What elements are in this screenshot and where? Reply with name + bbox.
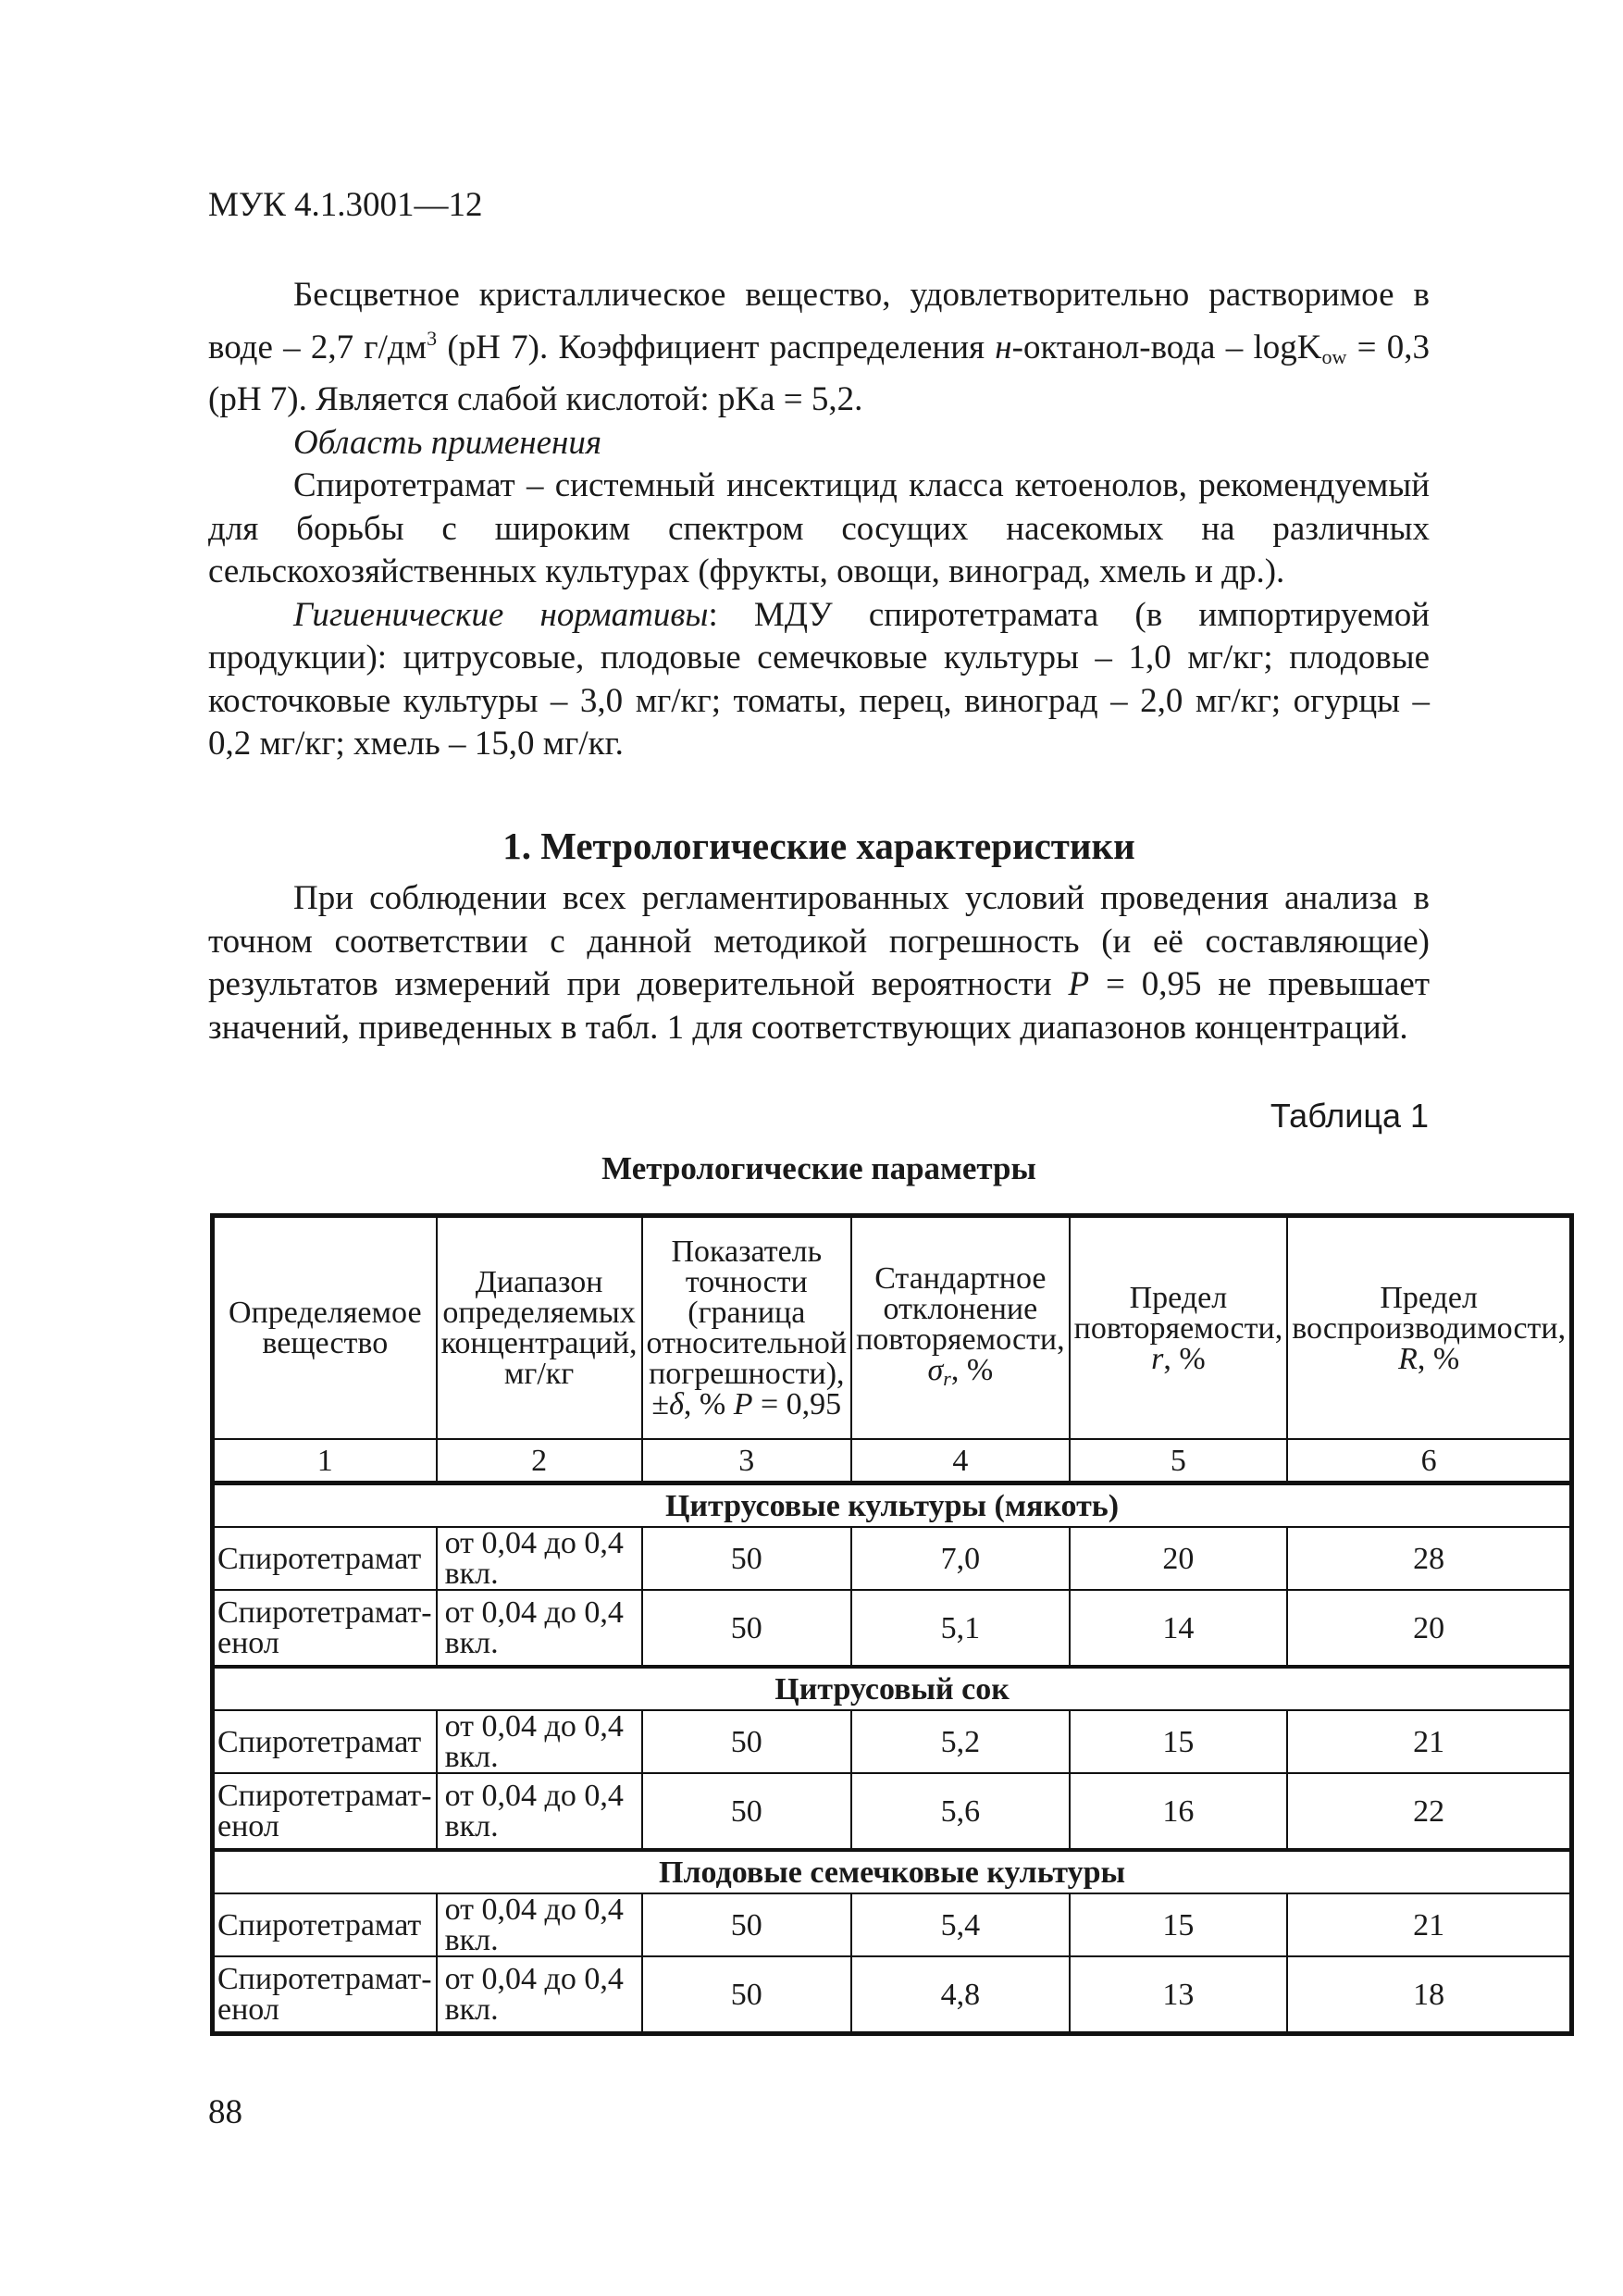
std-cell: 5,4 (851, 1893, 1070, 1956)
document-code-header: МУК 4.1.3001—12 (208, 186, 483, 224)
std-cell: 5,2 (851, 1710, 1070, 1773)
repeatability-cell: 14 (1070, 1590, 1288, 1667)
column-number: 1 (213, 1439, 437, 1483)
range-cell: от 0,04 до 0,4 вкл. (437, 1590, 642, 1667)
substance-cell: Спиротетрамат (213, 1527, 437, 1590)
range-cell: от 0,04 до 0,4 вкл. (437, 1773, 642, 1850)
repeatability-cell: 15 (1070, 1893, 1288, 1956)
section-body (208, 877, 1430, 1049)
column-number: 3 (642, 1439, 852, 1483)
hygiene-paragraph: Гигиенические нормативы: МДУ спиротетрамата (в импортируемой продукции): цитрусовые, плодовые семечковые культуры – 1,0 мг/кг; плодовые косточковые культуры – 3,0 мг/кг; томаты, перец, виноград – 2,0 мг/кг; огурцы – 0,2 мг/кг; хмель – 15,0 мг/кг. (208, 595, 1430, 763)
substance-cell: Спиротетрамат-енол (213, 1773, 437, 1850)
table-row (213, 1893, 1572, 1956)
group-row (213, 1850, 1572, 1893)
header-repeatability-limit: Предел повторяемости, r, % (1070, 1216, 1288, 1440)
table-row (213, 1956, 1572, 2034)
accuracy-cell: 50 (642, 1590, 852, 1667)
metrology-table (210, 1213, 1574, 2036)
accuracy-cell: 50 (642, 1710, 852, 1773)
repeatability-cell: 16 (1070, 1773, 1288, 1850)
accuracy-cell: 50 (642, 1893, 852, 1956)
reproducibility-cell: 20 (1287, 1590, 1571, 1667)
range-cell: от 0,04 до 0,4 вкл. (437, 1956, 642, 2034)
table-row (213, 1527, 1572, 1590)
accuracy-cell: 50 (642, 1527, 852, 1590)
accuracy-cell: 50 (642, 1773, 852, 1850)
table-row (213, 1710, 1572, 1773)
table-row (213, 1773, 1572, 1850)
range-cell: от 0,04 до 0,4 вкл. (437, 1527, 642, 1590)
reproducibility-cell: 21 (1287, 1893, 1571, 1956)
table-title: Метрологические параметры (601, 1150, 1036, 1186)
reproducibility-cell: 22 (1287, 1773, 1571, 1850)
column-number: 6 (1287, 1439, 1571, 1483)
header-accuracy: Показатель точности (граница относительной погрешности), ±δ, % Р = 0,95 (642, 1216, 852, 1440)
metrology-paragraph: При соблюдении всех регламентированных условий проведения анализа в точном соответствии с данной методикой погрешность (и её составляющие) результатов измерений при доверительной вероятности Р = 0,95 не превышает значений, приведенных в табл. 1 для соответствующих диапазонов концентраций. (208, 879, 1431, 1047)
column-number: 4 (851, 1439, 1070, 1483)
header-reproducibility-limit: Предел воспроизводимости, R, % (1287, 1216, 1571, 1440)
group-row (213, 1483, 1572, 1528)
header-range: Диапазон определяемых концентраций, мг/кг (437, 1216, 642, 1440)
accuracy-cell: 50 (642, 1956, 852, 2034)
reproducibility-cell: 28 (1287, 1527, 1571, 1590)
group-row (213, 1667, 1572, 1710)
column-number: 2 (437, 1439, 642, 1483)
std-cell: 5,6 (851, 1773, 1070, 1850)
body-text (208, 274, 1430, 766)
table-header-row (213, 1216, 1572, 1440)
group-title: Цитрусовые культуры (мякоть) (213, 1483, 1572, 1528)
repeatability-cell: 13 (1070, 1956, 1288, 2034)
std-cell: 4,8 (851, 1956, 1070, 2034)
scope-title: Область применения (293, 423, 602, 462)
section-heading: 1. Метрологические характеристики (502, 825, 1135, 867)
substance-cell: Спиротетрамат-енол (213, 1590, 437, 1667)
scope-paragraph: Спиротетрамат – системный инсектицид класса кетоенолов, рекомендуемый для борьбы с широким спектром сосущих насекомых на различных сельскохозяйственных культурах (фрукты, овощи, виноград, хмель и др.). (208, 466, 1430, 590)
std-cell: 5,1 (851, 1590, 1070, 1667)
range-cell: от 0,04 до 0,4 вкл. (437, 1710, 642, 1773)
group-title: Цитрусовый сок (213, 1667, 1572, 1710)
std-cell: 7,0 (851, 1527, 1070, 1590)
substance-cell: Спиротетрамат-енол (213, 1956, 437, 2034)
repeatability-cell: 20 (1070, 1527, 1288, 1590)
physical-properties-paragraph: Бесцветное кристаллическое вещество, удовлетворительно растворимое в воде – 2,7 $г/дм^3$ (рН 7). Коэффициент распределения н-октанол-вода – logK$_{ow}$ = 0,3 (рН 7). Является слабой кислотой: pKa = 5,2. (208, 276, 1430, 418)
repeatability-cell: 15 (1070, 1710, 1288, 1773)
reproducibility-cell: 18 (1287, 1956, 1571, 2034)
substance-cell: Спиротетрамат (213, 1893, 437, 1956)
table-label: Таблица 1 (1270, 1097, 1429, 1135)
column-number: 5 (1070, 1439, 1288, 1483)
range-cell: от 0,04 до 0,4 вкл. (437, 1893, 642, 1956)
substance-cell: Спиротетрамат (213, 1710, 437, 1773)
page-number: 88 (208, 2093, 242, 2131)
reproducibility-cell: 21 (1287, 1710, 1571, 1773)
table-row (213, 1590, 1572, 1667)
header-std-deviation: Стандартное отклонение повторяемости, $\sigma_r$, % (851, 1216, 1070, 1440)
column-number-row (213, 1439, 1572, 1483)
header-substance: Определяемое вещество (213, 1216, 437, 1440)
group-title: Плодовые семечковые культуры (213, 1850, 1572, 1893)
